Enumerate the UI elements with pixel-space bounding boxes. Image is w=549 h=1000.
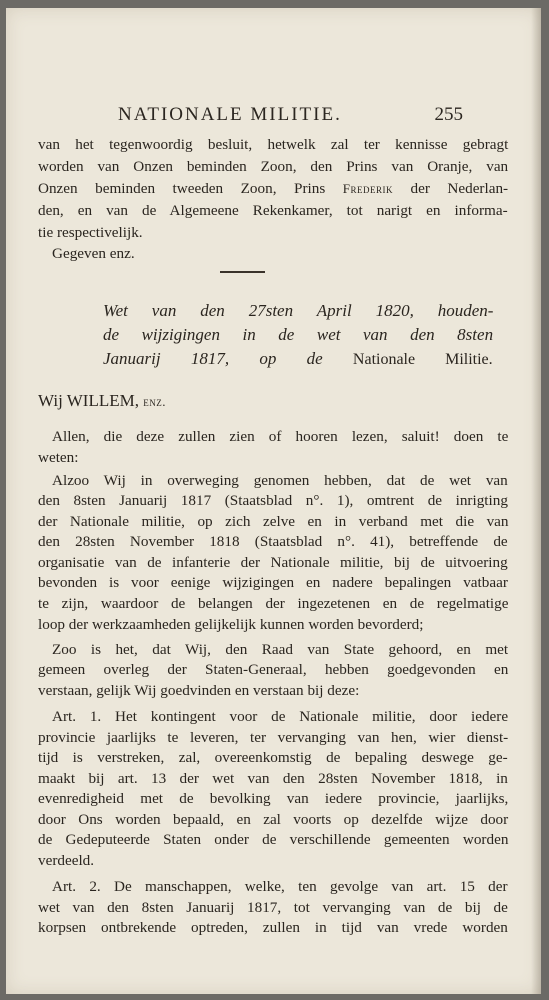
article-1-line: de Gedeputeerde Staten onder de verschillende gemeenten worden bbox=[38, 831, 509, 848]
text-line: loop der werkzaamheden gelijkelijk kunnen worden bevorderd; bbox=[38, 616, 424, 633]
text-line: den 28sten November 1818 (Staatsblad n°. 41), betreffende de bbox=[38, 533, 508, 550]
page-number: 255 bbox=[434, 104, 463, 125]
text-line: organisatie van de infanterie der Nationale militie, bij de uitvoering bbox=[38, 554, 508, 571]
text-line: tie respectivelijk. bbox=[38, 224, 143, 241]
text-line: weten: bbox=[38, 449, 79, 466]
text-line: den 8sten Januarij 1817 (Staatsblad n°. 1), omtrent de inrigting bbox=[38, 492, 508, 509]
article-2-line: wet van den 8sten Januarij 1817, tot vervanging van de bij de bbox=[38, 899, 508, 916]
article-1-line: provincie jaarlijks te leveren, ter vervanging van hen, wier dienst- bbox=[38, 729, 509, 746]
text-line: Allen, die deze zullen zien of hooren lezen, saluit! doen te bbox=[52, 428, 509, 445]
article-2-line: korpsen ontbrekende optreden, zullen in tijd van vrede worden bbox=[38, 919, 508, 936]
text-line: verstaan, gelijk Wij goedvinden en verstaan bij deze: bbox=[38, 682, 360, 699]
article-1-line: tijd is verstreken, zal, overeenkomstig de bepaling deswege ge- bbox=[38, 749, 508, 766]
section-divider bbox=[220, 271, 265, 273]
law-title-line: Wet van den 27sten April 1820, houden- bbox=[103, 301, 494, 320]
article-1-line: Art. 1. Het kontingent voor de Nationale militie, door iedere bbox=[52, 708, 509, 725]
text-line: Zoo is het, dat Wij, den Raad van State gehoord, en met bbox=[52, 641, 509, 658]
text-line: worden van Onzen beminden Zoon, den Prins van Oranje, van bbox=[38, 158, 509, 175]
text-line: Alzoo Wij in overweging genomen hebben, dat de wet van bbox=[52, 472, 508, 489]
article-2-line: Art. 2. De manschappen, welke, ten gevolge van art. 15 der bbox=[52, 878, 508, 895]
running-header bbox=[118, 104, 463, 126]
law-title-line bbox=[103, 350, 493, 369]
opening-text: Wij WILLEM, bbox=[38, 391, 144, 410]
title-fragment: Nationale Militie. bbox=[352, 351, 493, 368]
text-line bbox=[38, 180, 508, 198]
article-1-line: evenredigheid met de bevolking van iedere provincie, jaarlijks, bbox=[38, 790, 509, 807]
text-line: bevonden is voor eenige wijzigingen en nadere bepalingen vatbaar bbox=[38, 574, 508, 591]
text-line: van het tegenwoordig besluit, hetwelk zal ter kennisse gebragt bbox=[38, 136, 509, 153]
text-fragment: der Nederlan- bbox=[392, 180, 509, 197]
opening-formula bbox=[38, 392, 166, 411]
book-page bbox=[6, 8, 541, 994]
law-title-line: de wijzigingen in de wet van den 8sten bbox=[103, 325, 494, 344]
running-title: NATIONALE MILITIE. bbox=[118, 104, 342, 125]
text-line: der Nationale militie, op zich zelve en in verband met die van bbox=[38, 513, 509, 530]
name-frederik: Frederik bbox=[342, 181, 393, 196]
article-1-line: door Ons worden bepaald, en zal voorts op dezelfde wijze door bbox=[38, 811, 509, 828]
opening-enz: enz. bbox=[143, 394, 166, 409]
title-fragment: Januarij 1817, op de bbox=[103, 349, 353, 368]
text-line: te zijn, waardoor de belangen der ingezetenen en de regelmatige bbox=[38, 595, 509, 612]
text-line: gemeen overleg der Staten-Generaal, hebben goedgevonden en bbox=[38, 661, 509, 678]
closing-line: Gegeven enz. bbox=[52, 245, 135, 262]
text-fragment: Onzen beminden tweeden Zoon, Prins bbox=[38, 180, 343, 197]
text-line: den, en van de Algemeene Rekenkamer, tot narigt en informa- bbox=[38, 202, 508, 219]
article-1-line: verdeeld. bbox=[38, 852, 95, 869]
article-1-line: maakt bij art. 13 der wet van den 28sten November 1818, in bbox=[38, 770, 508, 787]
